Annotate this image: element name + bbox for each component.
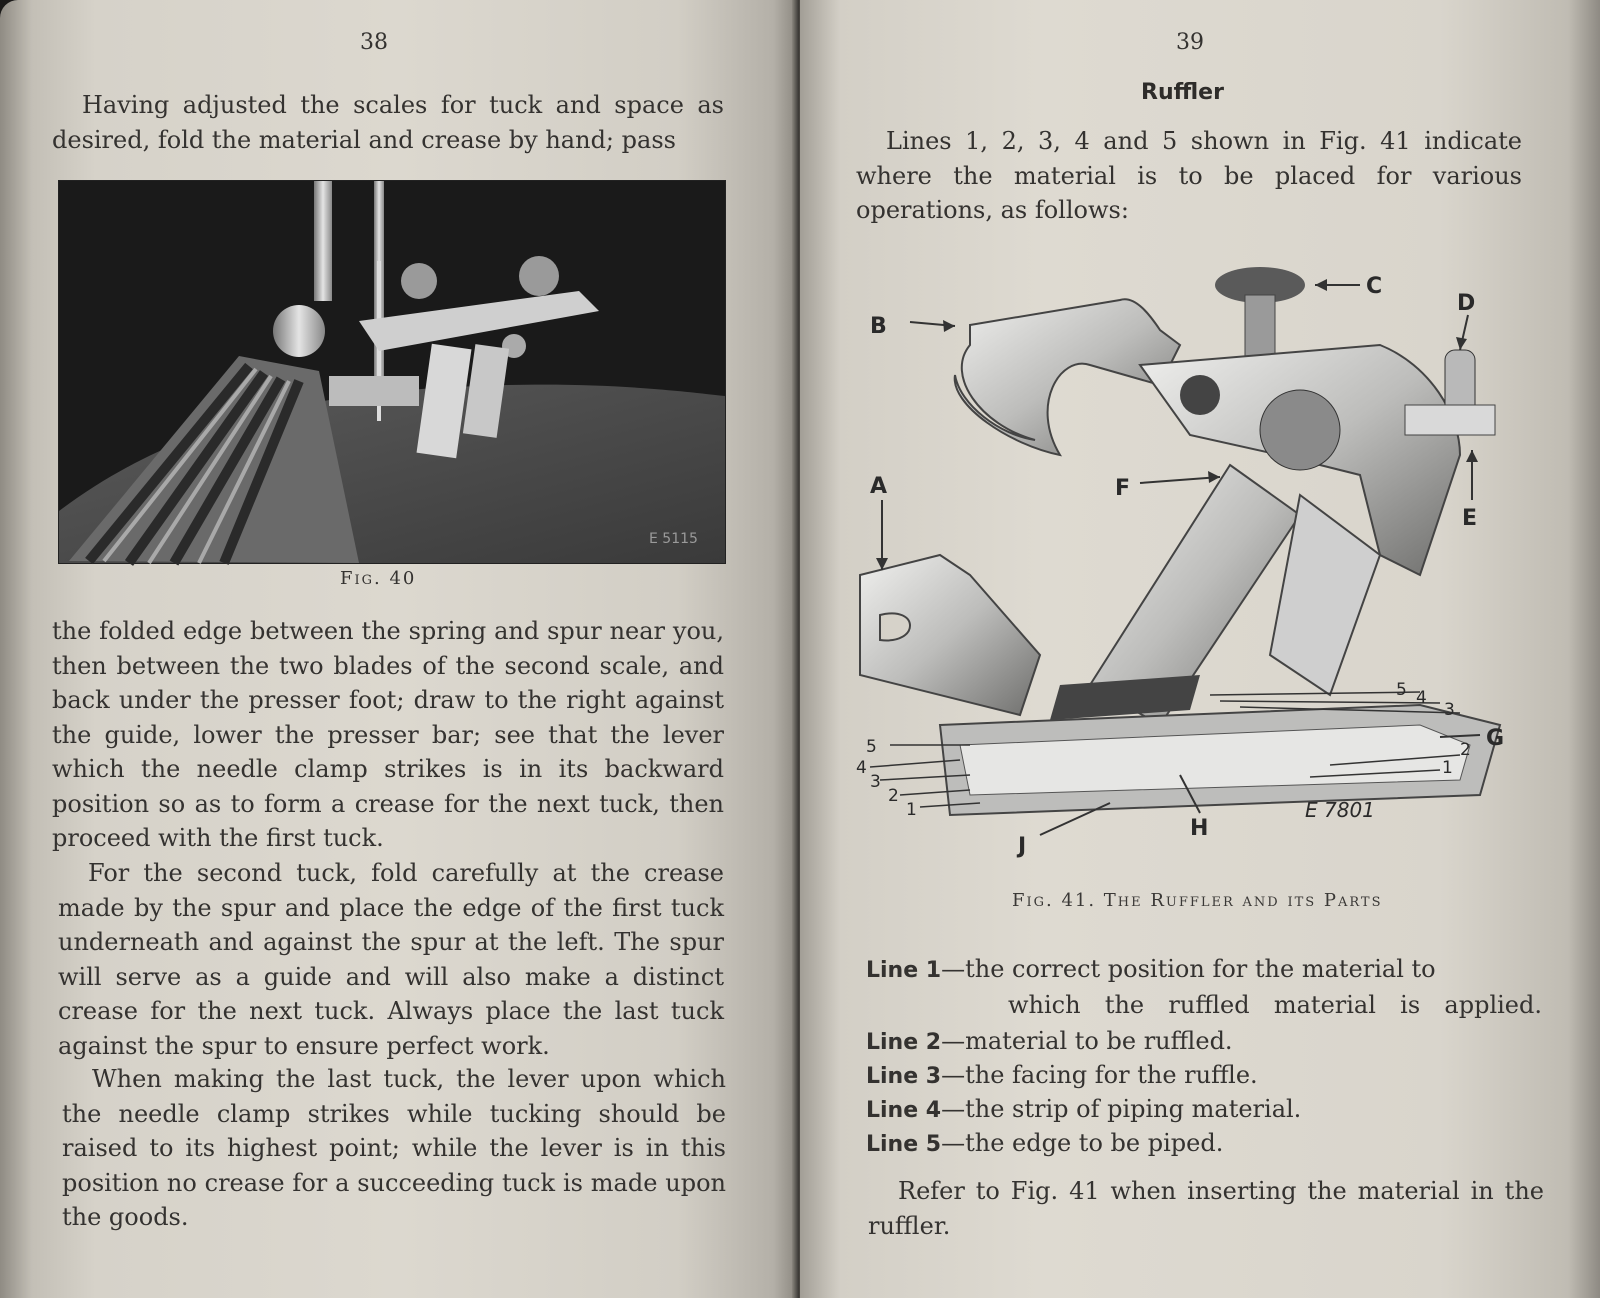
line-1-description [866, 952, 1542, 1022]
line-3-label: Line 3 [866, 1064, 942, 1089]
line-number-3-left: 3 [870, 772, 881, 792]
line-number-2-right: 2 [1460, 740, 1471, 760]
line-number-1-left: 1 [906, 800, 917, 820]
thumb-screw [273, 305, 325, 357]
section-heading: Ruffler [1141, 80, 1224, 105]
label-h: H [1190, 816, 1209, 841]
line-number-4-left: 4 [856, 758, 867, 778]
line-3-text: —the facing for the ruffle. [941, 1061, 1258, 1089]
label-g: G [1486, 726, 1505, 751]
line-number-4-right: 4 [1416, 688, 1427, 708]
pivot-disc [1260, 390, 1340, 470]
line-number-2-left: 2 [888, 786, 899, 806]
line-4-description [866, 1092, 1542, 1128]
line-number-5-right: 5 [1396, 680, 1407, 700]
page-number-left: 38 [360, 30, 388, 55]
ruffler-illustration [856, 255, 1540, 885]
line-number-3-right: 3 [1444, 700, 1455, 720]
fig-41-diagram [856, 255, 1540, 885]
left-paragraph-3: When making the last tuck, the lever upon which the needle clamp strikes while tucking should be raised to its highest point; while the lever is in this position no crease for a succeeding tuck is made upon the goods. [62, 1065, 726, 1231]
line-3-description [866, 1058, 1542, 1094]
left-intro-paragraph: Having adjusted the scales for tuck and space as desired, fold the material and crease by hand; pass [52, 91, 724, 154]
adjusting-finger [1405, 405, 1495, 435]
left-paragraph-2: For the second tuck, fold carefully at the crease made by the spur and place the edge of the first tuck underneath and against the spur at the left. The spur will serve as a guide and will also make a distinct crease for the next tuck. Always place the last tuck against the spur to ensure perfect work. [58, 859, 724, 1060]
label-c: C [1366, 274, 1383, 299]
line-4-text: —the strip of piping material. [941, 1095, 1302, 1123]
line-2-description [866, 1024, 1542, 1060]
line-number-5-left: 5 [866, 737, 877, 757]
line-5-description [866, 1126, 1542, 1162]
fork-arm [955, 299, 1180, 455]
label-j: J [1018, 834, 1027, 859]
label-f: F [1115, 476, 1131, 501]
fig-40-photo [58, 180, 726, 564]
right-closing-paragraph: Refer to Fig. 41 when inserting the material in the ruffler. [868, 1177, 1544, 1240]
fig-41-code: E 7801 [1305, 798, 1375, 822]
fig-40-caption: Fig. 40 [340, 568, 417, 589]
line-1-text: —the correct position for the material to [941, 955, 1436, 983]
line-1-continuation: which the ruffled material is applied. [1008, 991, 1542, 1019]
line-5-label: Line 5 [866, 1132, 942, 1157]
fig-41-caption: Fig. 41. The Ruffler and its Parts [1012, 890, 1383, 911]
fig-40-illustration [59, 181, 725, 563]
left-page [0, 0, 797, 1298]
presser-foot-shank [860, 555, 1040, 715]
line-2-label: Line 2 [866, 1030, 942, 1055]
label-d: D [1457, 291, 1476, 316]
label-e: E [1462, 506, 1478, 531]
presser-bar [314, 181, 332, 301]
page-number-right: 39 [1176, 30, 1204, 55]
line-number-1-right: 1 [1442, 758, 1453, 778]
line-4-label: Line 4 [866, 1098, 942, 1123]
right-intro-paragraph: Lines 1, 2, 3, 4 and 5 shown in Fig. 41 indicate where the material is to be placed for various operations, as follows: [856, 127, 1522, 224]
line-2-text: —material to be ruffled. [941, 1027, 1233, 1055]
line-5-text: —the edge to be piped. [941, 1129, 1224, 1157]
label-a: A [870, 474, 888, 499]
fig-40-code: E 5115 [649, 531, 698, 547]
line-1-label: Line 1 [866, 958, 942, 983]
left-paragraph-1: the folded edge between the spring and spur near you, then between the two blades of the second scale, and back under the presser foot; draw to the right against the guide, lower the presser bar; see that the lever which the needle clamp strikes is in its backward position so as to form a crease for the next tuck, then proceed with the first tuck. [52, 617, 724, 852]
label-b: B [870, 314, 887, 339]
